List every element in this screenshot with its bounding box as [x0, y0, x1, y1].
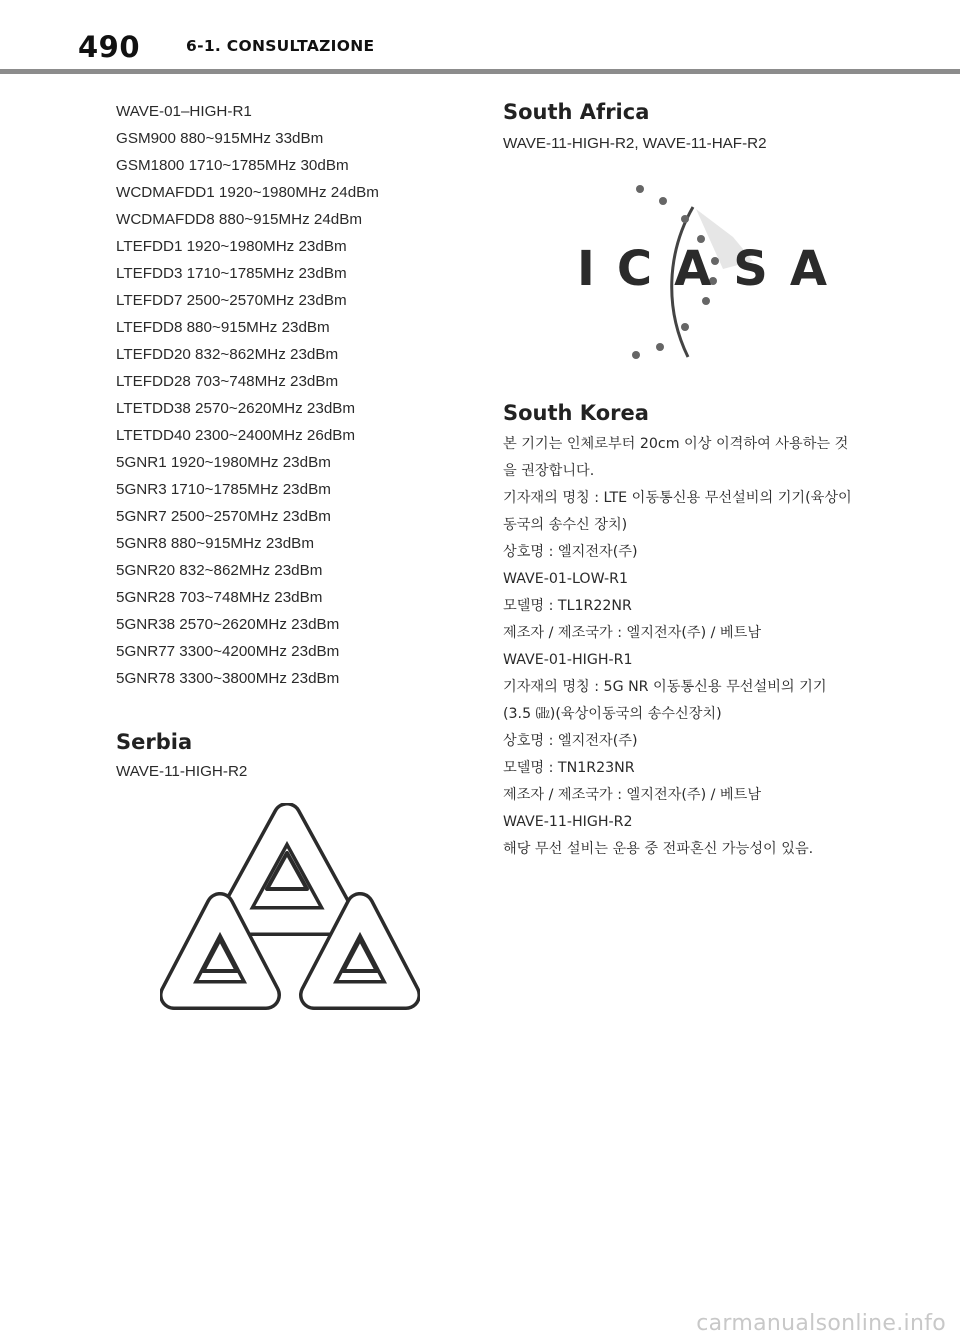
heading-south-korea: South Korea: [503, 401, 649, 425]
icasa-wordmark: ICASA: [577, 241, 849, 297]
section-title: 6-1. CONSULTAZIONE: [186, 37, 375, 55]
south-africa-models: WAVE-11-HIGH-R2, WAVE-11-HAF-R2: [503, 135, 767, 152]
heading-south-africa: South Africa: [503, 100, 650, 124]
korea-line: 제조자 / 제조국가 : 엘지전자(주) / 베트남: [503, 787, 762, 803]
spec-line: GSM1800 1710~1785MHz 30dBm: [116, 157, 349, 174]
top-triangle-mark: [230, 817, 344, 921]
watermark-link[interactable]: carmanualsonline.info: [696, 1311, 946, 1336]
spec-line: LTEFDD8 880~915MHz 23dBm: [116, 319, 330, 336]
spec-line: LTEFDD1 1920~1980MHz 23dBm: [116, 238, 347, 255]
korea-line: 모델명 : TN1R23NR: [503, 760, 635, 776]
korea-line: 제조자 / 제조국가 : 엘지전자(주) / 베트남: [503, 625, 762, 641]
korea-line: 기자재의 명칭 : LTE 이동통신용 무선설비의 기기(육상이동국의 송수신 장치): [503, 490, 852, 533]
serbia-triangle-logo: [160, 803, 420, 1015]
spec-line: 5GNR7 2500~2570MHz 23dBm: [116, 508, 331, 525]
spec-line: GSM900 880~915MHz 33dBm: [116, 130, 324, 147]
spec-line: WCDMAFDD8 880~915MHz 24dBm: [116, 211, 363, 228]
spec-line: LTEFDD20 832~862MHz 23dBm: [116, 346, 339, 363]
page-number: 490: [78, 30, 141, 64]
spec-line: LTEFDD7 2500~2570MHz 23dBm: [116, 292, 347, 309]
spec-line: LTETDD40 2300~2400MHz 26dBm: [116, 427, 356, 444]
korea-line: 본 기기는 인체로부터 20cm 이상 이격하여 사용하는 것을 권장합니다.: [503, 436, 849, 479]
heading-serbia: Serbia: [116, 730, 193, 754]
icasa-logo: [563, 169, 863, 369]
spec-line: 5GNR8 880~915MHz 23dBm: [116, 535, 314, 552]
spec-line: LTEFDD3 1710~1785MHz 23dBm: [116, 265, 347, 282]
korea-line: WAVE-01-LOW-R1: [503, 571, 629, 587]
korea-line: 상호명 : 엘지전자(주): [503, 544, 638, 560]
spec-line: 5GNR78 3300~3800MHz 23dBm: [116, 670, 340, 687]
spec-line: 5GNR1 1920~1980MHz 23dBm: [116, 454, 331, 471]
left-column: [116, 98, 466, 1015]
spec-line: WCDMAFDD1 1920~1980MHz 24dBm: [116, 184, 379, 201]
spec-line: 5GNR77 3300~4200MHz 23dBm: [116, 643, 340, 660]
korea-line: 해당 무선 설비는 운용 중 전파혼신 가능성이 있음.: [503, 841, 814, 857]
spec-line: 5GNR20 832~862MHz 23dBm: [116, 562, 323, 579]
spec-line: LTETDD38 2570~2620MHz 23dBm: [116, 400, 356, 417]
spec-line: WAVE-01–HIGH-R1: [116, 103, 252, 120]
page-header: [0, 0, 960, 76]
korea-notice: [503, 431, 853, 863]
korea-line: 기자재의 명칭 : 5G NR 이동통신용 무선설비의 기기(3.5 ㎓)(육상이동국의 송수신장치): [503, 679, 827, 722]
korea-line: WAVE-11-HIGH-R2: [503, 814, 633, 830]
right-column: [503, 98, 853, 863]
header-rule: [0, 69, 960, 74]
korea-line: 상호명 : 엘지전자(주): [503, 733, 638, 749]
spec-line: LTEFDD28 703~748MHz 23dBm: [116, 373, 339, 390]
korea-line: 모델명 : TL1R22NR: [503, 598, 632, 614]
spec-line: 5GNR28 703~748MHz 23dBm: [116, 589, 323, 606]
serbia-model: WAVE-11-HIGH-R2: [116, 763, 248, 780]
spec-line: 5GNR3 1710~1785MHz 23dBm: [116, 481, 331, 498]
spec-line: 5GNR38 2570~2620MHz 23dBm: [116, 616, 340, 633]
korea-line: WAVE-01-HIGH-R1: [503, 652, 633, 668]
